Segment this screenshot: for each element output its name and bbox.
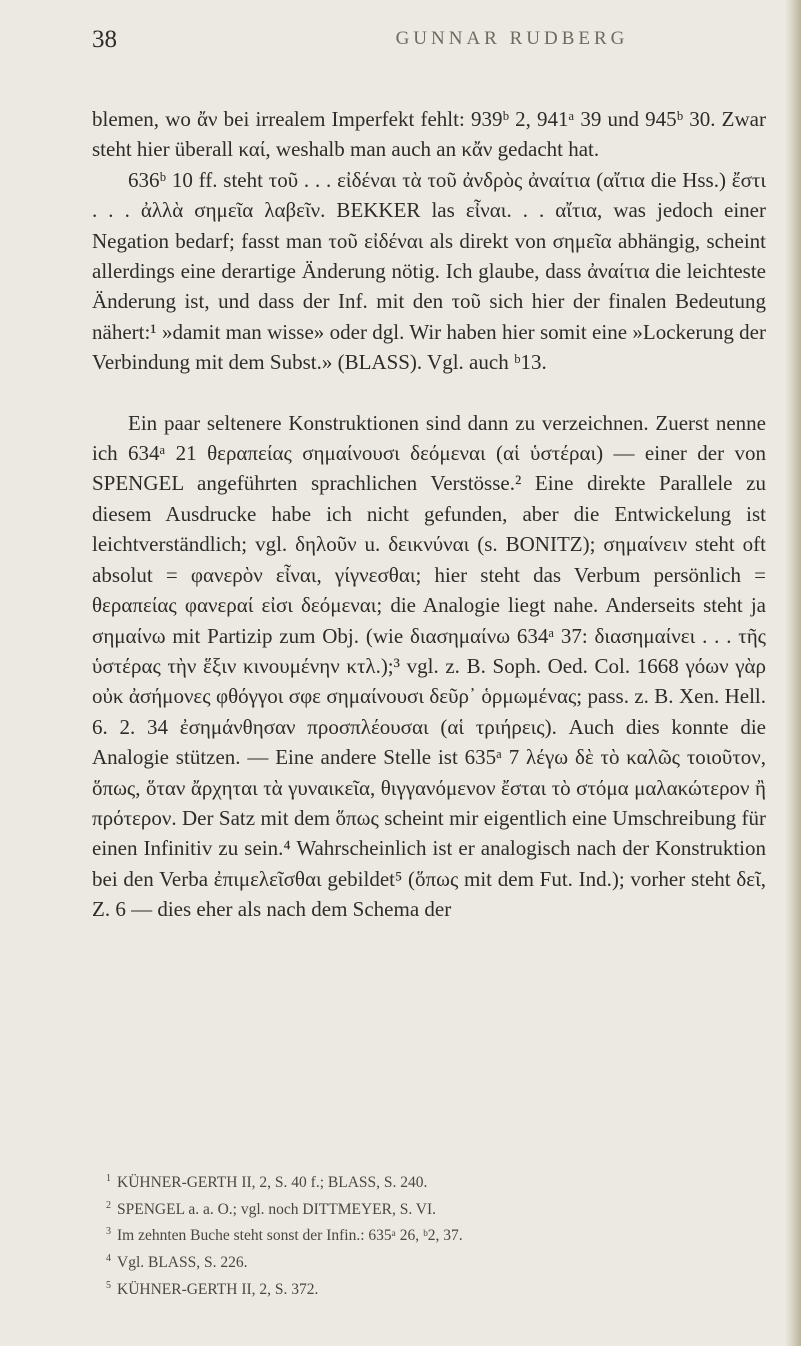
footnote-4 <box>92 1248 766 1275</box>
page-number: 38 <box>92 26 117 53</box>
footnote-marker: 3 <box>106 1226 111 1238</box>
footnote-marker: 5 <box>106 1279 111 1291</box>
paragraph-constructions: Ein paar seltenere Konstruktionen sind dann zu verzeichnen. Zuerst nenne ich 634ᵃ 21 θεραπείας σημαίνουσι δεόμεναι (αἱ ὑστέραι) — einer der von SPENGEL angeführten sprachlichen Verstösse.² Eine direkte Parallele zu diesem Ausdrucke habe ich nicht gefunden, aber die Entwickelung ist leichtverständlich; vgl. δηλοῦν u. δεικνύναι (s. BONITZ); σημαίνειν steht oft absolut = φανερὸν εἶναι, γίγνεσθαι; hier steht das Verbum persönlich = θεραπείας φανεραί εἰσι δεόμεναι; die Analogie liegt nahe. Anderseits steht ja σημαίνω mit Partizip zum Obj. (wie διασημαίνω 634ᵃ 37: διασημαίνει . . . τῆς ὑστέρας τὴν ἕξιν κινουμένην κτλ.);³ vgl. z. B. Soph. Oed. Col. 1668 γόων γὰρ οὐκ ἀσήμονες φθόγγοι σφε σημαίνουσι δεῦρ᾿ ὁρμωμένας; pass. z. B. Xen. Hell. 6. 2. 34 ἐσημάνθησαν προσπλέουσαι (αἱ τριήρεις). Auch dies konnte die Analogie stützen. — Eine andere Stelle ist 635ᵃ 7 λέγω δὲ τὸ καλῶς τοιοῦτον, ὅπως, ὅταν ἄρχηται τὰ γυναικεῖα, θιγγανόμενον ἔσται τὸ στόμα μαλακώτερον ἢ πρότερον. Der Satz mit dem ὅπως scheint mir eigentlich eine Umschreibung für einen Infinitiv zu sein.⁴ Wahrscheinlich ist er analogisch nach der Konstruktion bei den Verba ἐπιμελεῖσθαι gebildet⁵ (ὅπως mit dem Fut. Ind.); vorher steht δεῖ, Z. 6 — dies eher als nach dem Schema der <box>92 410 766 922</box>
footnote-marker: 1 <box>106 1173 111 1184</box>
footnote-text: Im zehnten Buche steht sonst der Infin.: 635ᵃ 26, ᵇ2, 37. <box>117 1227 463 1245</box>
footnote-3 <box>92 1221 766 1248</box>
footnote-text: Vgl. BLASS, S. 226. <box>117 1254 248 1272</box>
body-text <box>92 104 766 925</box>
footnote-marker: 4 <box>106 1252 111 1264</box>
paragraph-636b: 636ᵇ 10 ff. steht τοῦ . . . εἰδέναι τὰ τοῦ ἀνδρὸς ἀναίτια (αἴτια die Hss.) ἔστι . . . ἀλλὰ σημεῖα λαβεῖν. BEKKER las εἶναι. . . αἴτια, was jedoch einer Negation bedarf; fasst man τοῦ εἰδέναι als direkt von σημεῖα abhängig, scheint allerdings eine derartige Änderung nötig. Ich glaube, dass ἀναίτια die leichteste Änderung ist, und dass der Inf. mit den τοῦ sich hier der finalen Bedeutung nähert:¹ »damit man wisse» oder dgl. Wir haben hier somit eine »Lockerung der Verbindung mit dem Subst.» (BLASS). Vgl. auch ᵇ13. <box>92 167 766 375</box>
running-title: GUNNAR RUDBERG <box>395 28 629 49</box>
footnote-1 <box>92 1168 766 1195</box>
footnote-marker: 2 <box>106 1199 111 1211</box>
footnote-text: KÜHNER-GERTH II, 2, S. 372. <box>117 1280 319 1298</box>
paragraph-continuation: blemen, wo ἄν bei irrealem Imperfekt fehlt: 939ᵇ 2, 941ᵃ 39 und 945ᵇ 30. Zwar steht hier überall καί, weshalb man auch an κἄν gedacht hat. <box>92 107 766 162</box>
running-head <box>92 26 772 56</box>
footnote-text: KÜHNER-GERTH II, 2, S. 40 f.; BLASS, S. 240. <box>117 1174 428 1192</box>
footnote-2 <box>92 1195 766 1222</box>
footnotes <box>92 1168 766 1301</box>
footnote-text: SPENGEL a. a. O.; vgl. noch DITTMEYER, S. VI. <box>117 1200 437 1218</box>
footnote-5 <box>92 1275 766 1302</box>
page-edge <box>785 0 801 1346</box>
